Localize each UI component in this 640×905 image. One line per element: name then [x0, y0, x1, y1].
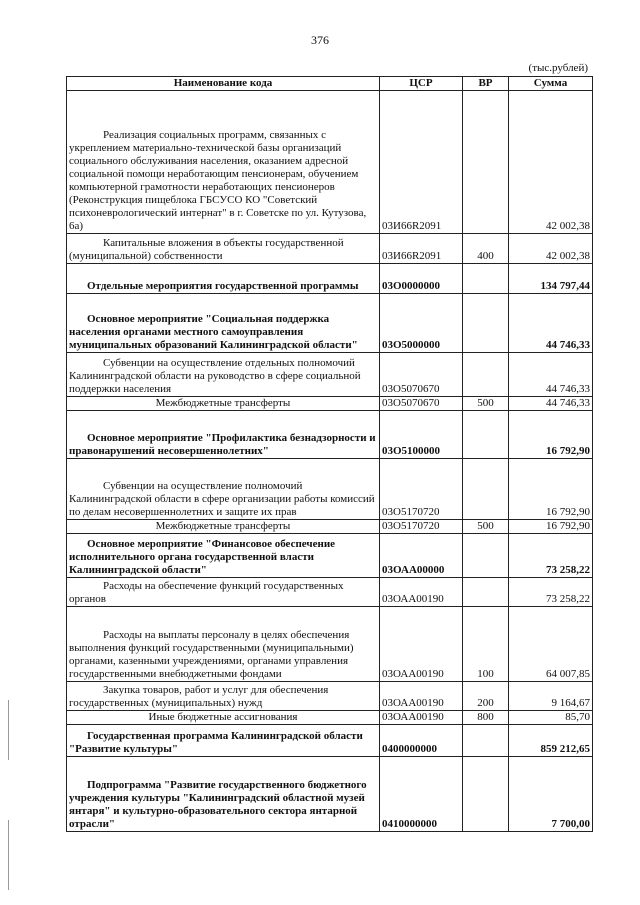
row-sum: 64 007,85 [509, 607, 593, 682]
row-sum: 134 797,44 [509, 264, 593, 294]
table-row [67, 757, 593, 832]
table-row [67, 725, 593, 757]
row-code: 03О5070670 [380, 353, 463, 397]
row-code: 03И66R2091 [380, 234, 463, 264]
row-code: 03ОАА00190 [380, 578, 463, 607]
header-code: ЦСР [380, 77, 463, 91]
row-code: 03О0000000 [380, 264, 463, 294]
row-vr: 800 [463, 711, 509, 725]
table-row [67, 91, 593, 234]
row-name: Реализация социальных программ, связанных с укреплением материально-технической базы организаций социального обслуживания населения, оказанием адресной социальной помощи неработающим пенсионерам, обучением компьютерной грамотности неработающих пенсионеров (Реконструкция пищеблока ГБСУСО КО "Советский психоневрологический интернат" в г. Советске по ул. Кутузова, 6а) [67, 91, 380, 234]
margin-mark [8, 700, 9, 760]
row-sum: 859 212,65 [509, 725, 593, 757]
row-sum: 85,70 [509, 711, 593, 725]
table-row [67, 234, 593, 264]
table-row [67, 411, 593, 459]
budget-table [66, 76, 593, 832]
row-vr [463, 411, 509, 459]
row-sum: 73 258,22 [509, 578, 593, 607]
table-row [67, 682, 593, 711]
row-name: Закупка товаров, работ и услуг для обеспечения государственных (муниципальных) нужд [67, 682, 380, 711]
row-vr [463, 578, 509, 607]
table-row [67, 534, 593, 578]
row-vr: 100 [463, 607, 509, 682]
row-sum: 9 164,67 [509, 682, 593, 711]
row-vr [463, 353, 509, 397]
row-vr [463, 725, 509, 757]
row-code: 03ОАА00190 [380, 711, 463, 725]
row-code: 03О5100000 [380, 411, 463, 459]
header-name: Наименование кода [67, 77, 380, 91]
row-name: Основное мероприятие "Профилактика безнадзорности и правонарушений несовершеннолетних" [67, 411, 380, 459]
row-sum: 16 792,90 [509, 411, 593, 459]
row-code: 03И66R2091 [380, 91, 463, 234]
row-sum: 73 258,22 [509, 534, 593, 578]
row-vr: 500 [463, 520, 509, 534]
row-name: Межбюджетные трансферты [67, 397, 380, 411]
row-sum: 42 002,38 [509, 91, 593, 234]
row-name: Подпрограмма "Развитие государственного бюджетного учреждения культуры "Калининградский областной музей янтаря" и культурно-образовательного сектора янтарной отрасли" [67, 757, 380, 832]
row-vr: 400 [463, 234, 509, 264]
table-row [67, 294, 593, 353]
row-name: Расходы на выплаты персоналу в целях обеспечения выполнения функций государственными (муниципальными) органами, казенными учреждениями, органами управления государственными внебюджетными фондами [67, 607, 380, 682]
table-header-row [67, 77, 593, 91]
table-row [67, 711, 593, 725]
row-code: 03О5170720 [380, 520, 463, 534]
row-name: Государственная программа Калининградской области "Развитие культуры" [67, 725, 380, 757]
table-row [67, 459, 593, 520]
row-code: 03О5000000 [380, 294, 463, 353]
row-vr [463, 459, 509, 520]
row-name: Капитальные вложения в объекты государственной (муниципальной) собственности [67, 234, 380, 264]
row-code: 03О5170720 [380, 459, 463, 520]
row-sum: 42 002,38 [509, 234, 593, 264]
row-name: Субвенции на осуществление отдельных полномочий Калининградской области на руководство в сфере социальной поддержки населения [67, 353, 380, 397]
row-sum: 44 746,33 [509, 397, 593, 411]
row-vr [463, 264, 509, 294]
row-name: Субвенции на осуществление полномочий Калининградской области в сфере организации работы комиссий по делам несовершеннолетних и защите их прав [67, 459, 380, 520]
page-number: 376 [311, 33, 329, 47]
table-row [67, 353, 593, 397]
row-name: Расходы на обеспечение функций государственных органов [67, 578, 380, 607]
row-code: 0400000000 [380, 725, 463, 757]
row-name: Межбюджетные трансферты [67, 520, 380, 534]
row-vr [463, 91, 509, 234]
row-name: Отдельные мероприятия государственной программы [67, 264, 380, 294]
row-sum: 44 746,33 [509, 294, 593, 353]
row-name: Основное мероприятие "Социальная поддержка населения органами местного самоуправления муниципальных образований Калининградской области" [67, 294, 380, 353]
units-label: (тыс.рублей) [528, 62, 588, 74]
row-code: 03ОАА00190 [380, 682, 463, 711]
row-vr: 200 [463, 682, 509, 711]
row-sum: 44 746,33 [509, 353, 593, 397]
row-sum: 16 792,90 [509, 520, 593, 534]
row-sum: 16 792,90 [509, 459, 593, 520]
table-row [67, 264, 593, 294]
row-name: Иные бюджетные ассигнования [67, 711, 380, 725]
row-code: 03ОАА00000 [380, 534, 463, 578]
table-row [67, 520, 593, 534]
row-code: 03ОАА00190 [380, 607, 463, 682]
row-vr [463, 534, 509, 578]
header-vr: ВР [463, 77, 509, 91]
table-row [67, 578, 593, 607]
row-code: 03О5070670 [380, 397, 463, 411]
row-vr [463, 294, 509, 353]
row-vr: 500 [463, 397, 509, 411]
row-vr [463, 757, 509, 832]
margin-mark [8, 820, 9, 890]
row-sum: 7 700,00 [509, 757, 593, 832]
row-code: 0410000000 [380, 757, 463, 832]
row-name: Основное мероприятие "Финансовое обеспечение исполнительного органа государственной власти Калининградской области" [67, 534, 380, 578]
table-row [67, 397, 593, 411]
header-sum: Сумма [509, 77, 593, 91]
table-row [67, 607, 593, 682]
